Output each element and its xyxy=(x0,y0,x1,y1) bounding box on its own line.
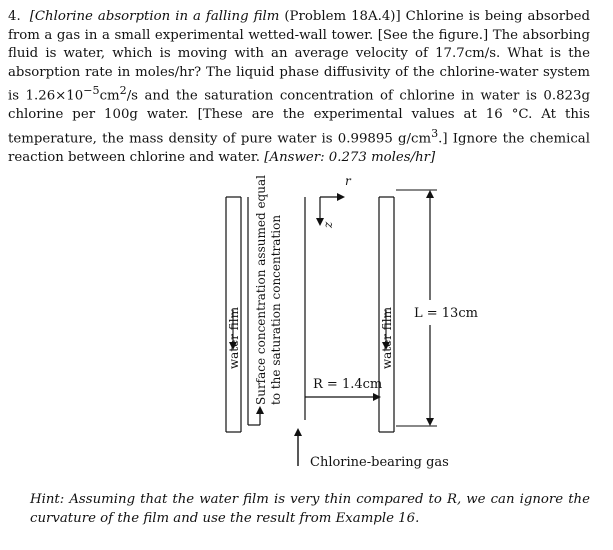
surface-label-line2: to the saturation concentration xyxy=(269,214,283,405)
problem-body-1: Chlorine is being absorbed from a gas in a small experimental wetted-wall tower. [See the figure.] The absorbing fluid is water, which is moving with an average velocity of 17.7cm/s. What is the absorption rate in moles/hr? The liquid phase diffusivity of the chlorine-water system is 1.26×10 xyxy=(8,9,590,104)
z-axis-label: z xyxy=(321,221,335,228)
R-dimension-label: R = 1.4cm xyxy=(313,377,383,392)
right-water-film-label: water film xyxy=(380,307,394,370)
problem-reference: (Problem 18A.4)] xyxy=(284,9,401,24)
L-dimension-label: L = 13cm xyxy=(414,306,478,321)
gas-label: Chlorine-bearing gas xyxy=(310,455,449,470)
problem-title: [Chlorine absorption in a falling film xyxy=(29,9,280,24)
surface-label-line1: Surface concentration assumed equal xyxy=(254,175,268,405)
hint-R: R xyxy=(446,492,457,507)
volume-exponent: 3 xyxy=(431,126,439,140)
left-water-film-label: water film xyxy=(227,307,241,370)
hint-text-2: , we can ignore the curvature of the film and use the result from xyxy=(30,492,590,526)
hint-text xyxy=(30,490,590,528)
hint-text-1: Assuming that the water film is very thin compared to xyxy=(69,492,442,507)
problem-body-3: /s and the saturation concentration of chlorine in water is 0.823g chlorine per 100g water. [These are the experimental values at 16 °C. At this temperature, the mass density of pure water is 0.99895 g/cm xyxy=(8,88,590,147)
problem-answer: [Answer: 0.273 moles/hr] xyxy=(264,150,436,165)
problem-body-2: cm xyxy=(99,88,120,104)
r-axis-label: r xyxy=(345,174,351,188)
problem-body-4: .] Ignore the chemical reaction between chlorine and water. xyxy=(8,131,590,165)
diffusivity-exponent: −5 xyxy=(83,84,100,98)
problem-number: 4. xyxy=(8,9,21,24)
hint-reference: Example 16. xyxy=(335,511,420,526)
hint-prefix: Hint: xyxy=(30,492,65,507)
area-exponent: 2 xyxy=(119,84,127,98)
